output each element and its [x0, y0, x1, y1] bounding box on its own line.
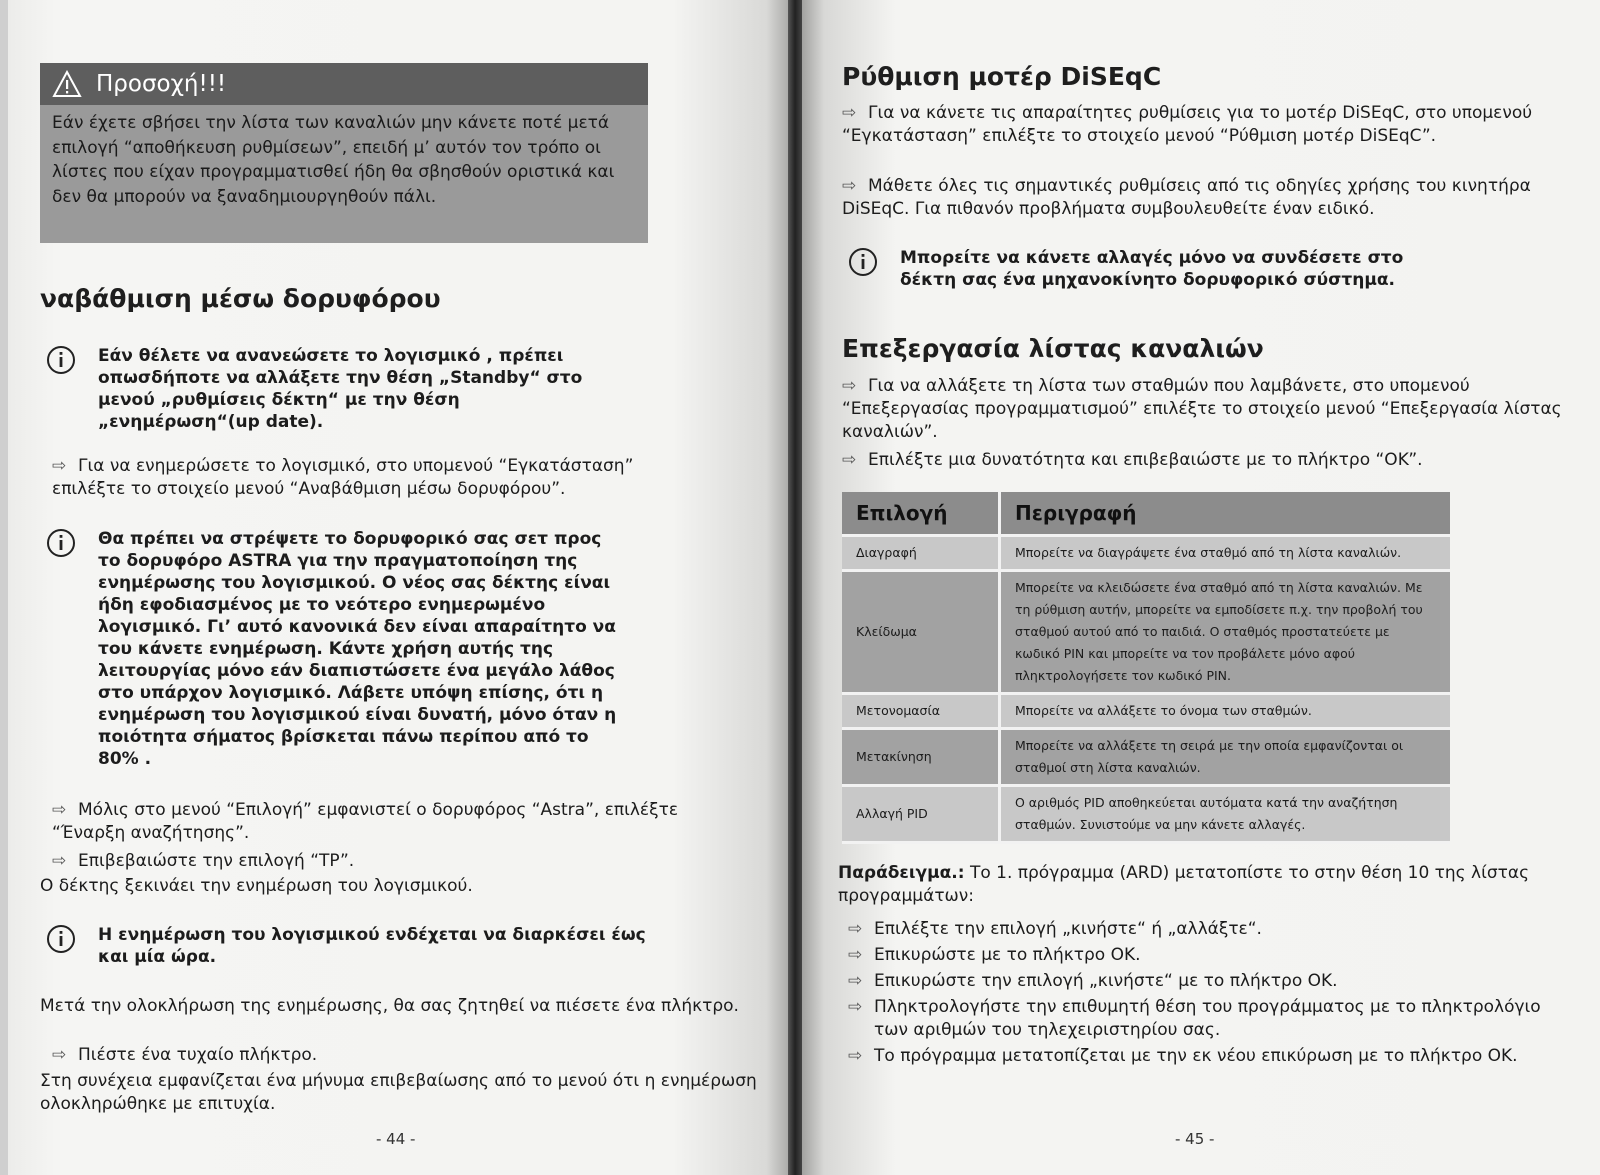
arrow-icon: ⇨: [842, 376, 857, 396]
arrow-icon: ⇨: [848, 997, 863, 1017]
table-row: [842, 786, 1450, 843]
info-note-1-text: Εάν θέλετε να ανανεώσετε το λογισμικό , πρέπει οπωσδήποτε να αλλάξετε την θέση „Standby“ στο μενού „ρυθμίσεις δέκτη“ με την θέση „ενημέρωση“(up date).: [98, 346, 583, 432]
step-text: Επικυρώστε με το πλήκτρο ΟΚ.: [874, 945, 1141, 965]
step-choose-option: [842, 449, 1562, 472]
arrow-icon: ⇨: [52, 1045, 67, 1065]
step-press-random-key: [52, 1044, 752, 1067]
example-step-3: [848, 970, 1548, 993]
section-heading-update: ναβάθμιση μέσω δορυφόρου: [40, 284, 441, 313]
book-gutter: [788, 0, 802, 1175]
step-text: Για να ενημερώσετε το λογισμικό, στο υπομενού “Εγκατάσταση” επιλέξτε το στοιχείο μενού “Αναβάθμιση μέσω δορυφόρου”.: [52, 456, 634, 499]
arrow-icon: ⇨: [848, 1046, 863, 1066]
arrow-icon: ⇨: [842, 450, 857, 470]
step-diseqc-menu: [842, 102, 1562, 148]
warning-title: Προσοχή!!!: [96, 71, 227, 97]
step-text: Επιλέξτε μια δυνατότητα και επιβεβαιώστε με το πλήκτρο “OK”.: [868, 450, 1423, 470]
arrow-icon: ⇨: [848, 919, 863, 939]
description-cell: Μπορείτε να αλλάξετε το όνομα των σταθμών.: [1000, 694, 1451, 729]
option-cell: Μετακίνηση: [842, 729, 1000, 786]
paragraph-update-complete: Στη συνέχεια εμφανίζεται ένα μήνυμα επιβεβαίωσης από το μενού ότι η ενημέρωση ολοκληρώθηκε με επιτυχία.: [40, 1071, 757, 1114]
step-start-search: [52, 799, 752, 845]
example-step-1: [848, 918, 1548, 941]
option-cell: Κλείδωμα: [842, 571, 1000, 694]
arrow-icon: ⇨: [52, 456, 67, 476]
options-table-header: [842, 492, 1450, 536]
warning-header: [40, 63, 648, 105]
description-cell: Μπορείτε να κλειδώσετε ένα σταθμό από τη λίστα καναλιών. Με τη ρύθμιση αυτήν, μπορείτε να εμποδίσετε π.χ. την προβολή του σταθμού αυτού από το παιδιά. Ο σταθμός προστατεύετε με κωδικό PIN και μπορείτε να τον προβάλετε μόνο αφού πληκτρολογήσετε τον κωδικό PIN.: [1000, 571, 1451, 694]
step-text: Επικυρώστε την επιλογή „κινήστε“ με το πλήκτρο OK.: [874, 971, 1338, 991]
info-note-2-text: Θα πρέπει να στρέψετε το δορυφορικό σας σετ προς το δορυφόρο ASTRA για την πραγματοποίηση της ενημέρωσης του λογισμικού. Ο νέος σας δέκτης είναι ήδη εφοδιασμένος με το νεότερο ενημερωμένο λογισμικό. Γι’ αυτό κανονικά δεν είναι απαραίτητο να του κάνετε ενημέρωση. Κάντε χρήση αυτής της λειτουργίας μόνο εάν διαπιστώσετε ένα μεγάλο λάθος στο υπάρχον λογισμικό. Λάβετε υπόψη επίσης, ότι η ενημέρωση του λογισμικού είναι δυνατή, μόνο όταν η ποιότητα σήματος βρίσκεται πάνω περίπου από το 80% .: [98, 529, 617, 769]
option-cell: Αλλαγή PID: [842, 786, 1000, 843]
description-cell: Μπορείτε να αλλάξετε τη σειρά με την οποία εμφανίζονται οι σταθμοί στη λίστα καναλιών.: [1000, 729, 1451, 786]
arrow-icon: ⇨: [52, 800, 67, 820]
arrow-icon: ⇨: [848, 971, 863, 991]
table-row: [842, 729, 1450, 786]
page-number-right: - 45 -: [1175, 1130, 1215, 1148]
example-step-2: [848, 944, 1548, 967]
description-cell: Ο αριθμός PID αποθηκεύεται αυτόματα κατά την αναζήτηση σταθμών. Συνιστούμε να μην κάνετε αλλαγές.: [1000, 786, 1451, 843]
info-note-3-text: Η ενημέρωση του λογισμικού ενδέχεται να διαρκέσει έως και μία ώρα.: [98, 925, 646, 967]
example-paragraph: [838, 862, 1558, 908]
step-text: Για να αλλάξετε τη λίστα των σταθμών που λαμβάνετε, στο υπομενού “Επεξεργασίας προγραμματισμού” επιλέξτε το στοιχείο μενού “Επεξεργασία λίστας καναλιών”.: [842, 376, 1562, 442]
arrow-icon: ⇨: [842, 103, 857, 123]
warning-triangle-icon: [52, 70, 82, 98]
section-heading-diseqc: Ρύθμιση μοτέρ DiSEqC: [842, 62, 1162, 91]
step-text: Το πρόγραμμα μετατοπίζεται με την εκ νέου επικύρωση με το πλήκτρο OK.: [874, 1046, 1518, 1066]
arrow-icon: ⇨: [52, 851, 67, 871]
step-text: Μόλις στο μενού “Επιλογή” εμφανιστεί ο δορυφόρος “Astra”, επιλέξτε “Έναρξη αναζήτησης”.: [52, 800, 679, 843]
warning-text: Εάν έχετε σβήσει την λίστα των καναλιών μην κάνετε ποτέ μετά επιλογή “αποθήκευση ρυθμίσεων”, επειδή μ’ αυτόν τον τρόπο οι λίστες που είχαν προγραμματισθεί ήδη θα σβησθούν οριστικά και δεν θα μπορούν να ξαναδημιουργηθούν πάλι.: [52, 113, 615, 207]
paragraph-update-starts: Ο δέκτης ξεκινάει την ενημέρωση του λογισμικού.: [40, 876, 473, 896]
example-step-4: [848, 996, 1574, 1042]
step-diseqc-manual: [842, 175, 1562, 221]
step-open-update-menu: [52, 455, 712, 501]
info-icon: [46, 345, 76, 375]
example-step-5: [848, 1045, 1574, 1068]
option-cell: Μετονομασία: [842, 694, 1000, 729]
step-text: Για να κάνετε τις απαραίτητες ρυθμίσεις για το μοτέρ DiSEqC, στο υπομενού “Εγκατάσταση” επιλέξτε το στοιχείο μενού “Ρύθμιση μοτέρ DiSEqC”.: [842, 103, 1533, 146]
step-text: Επιλέξτε την επιλογή „κινήστε“ ή „αλλάξτε“.: [874, 919, 1262, 939]
column-header-option: Επιλογή: [842, 492, 1000, 536]
page-number-left: - 44 -: [376, 1130, 416, 1148]
info-icon: [848, 247, 878, 277]
section-heading-channel-list: Επεξεργασία λίστας καναλιών: [842, 334, 1264, 363]
example-text: Το 1. πρόγραμμα (ARD) μετατοπίστε το στην θέση 10 της λίστας προγραμμάτων:: [838, 863, 1530, 906]
info-note-motor-text: Μπορείτε να κάνετε αλλαγές μόνο να συνδέσετε στο δέκτη σας ένα μηχανοκίνητο δορυφορικό σύστημα.: [900, 248, 1404, 290]
step-text: Επιβεβαιώστε την επιλογή “TP”.: [78, 851, 355, 871]
step-confirm-tp: [52, 850, 752, 873]
table-row: [842, 694, 1450, 729]
example-label: Παράδειγμα.:: [838, 863, 965, 883]
table-row: [842, 536, 1450, 571]
step-text: Μάθετε όλες τις σημαντικές ρυθμίσεις από τις οδηγίες χρήσης του κινητήρα DiSEqC. Για πιθανόν προβλήματα συμβουλευθείτε έναν ειδικό.: [842, 176, 1531, 219]
arrow-icon: ⇨: [848, 945, 863, 965]
option-cell: Διαγραφή: [842, 536, 1000, 571]
arrow-icon: ⇨: [842, 176, 857, 196]
info-note-3: [46, 924, 646, 968]
description-cell: Μπορείτε να διαγράψετε ένα σταθμό από τη λίστα καναλιών.: [1000, 536, 1451, 571]
info-note-1: [46, 345, 616, 433]
options-table: [842, 492, 1450, 844]
info-note-motor: [848, 247, 1428, 291]
warning-box: [40, 63, 648, 243]
step-text: Πληκτρολογήστε την επιθυμητή θέση του προγράμματος με το πληκτρολόγιο των αριθμών του τηλεχειριστηρίου σας.: [874, 997, 1541, 1040]
info-icon: [46, 528, 76, 558]
step-text: Πιέστε ένα τυχαίο πλήκτρο.: [78, 1045, 318, 1065]
column-header-description: Περιγραφή: [1000, 492, 1451, 536]
info-note-2: [46, 528, 626, 770]
table-row: [842, 571, 1450, 694]
info-icon: [46, 924, 76, 954]
paragraph-press-key: Μετά την ολοκλήρωση της ενημέρωσης, θα σας ζητηθεί να πιέσετε ένα πλήκτρο.: [40, 996, 739, 1016]
step-open-channel-list: [842, 375, 1562, 444]
